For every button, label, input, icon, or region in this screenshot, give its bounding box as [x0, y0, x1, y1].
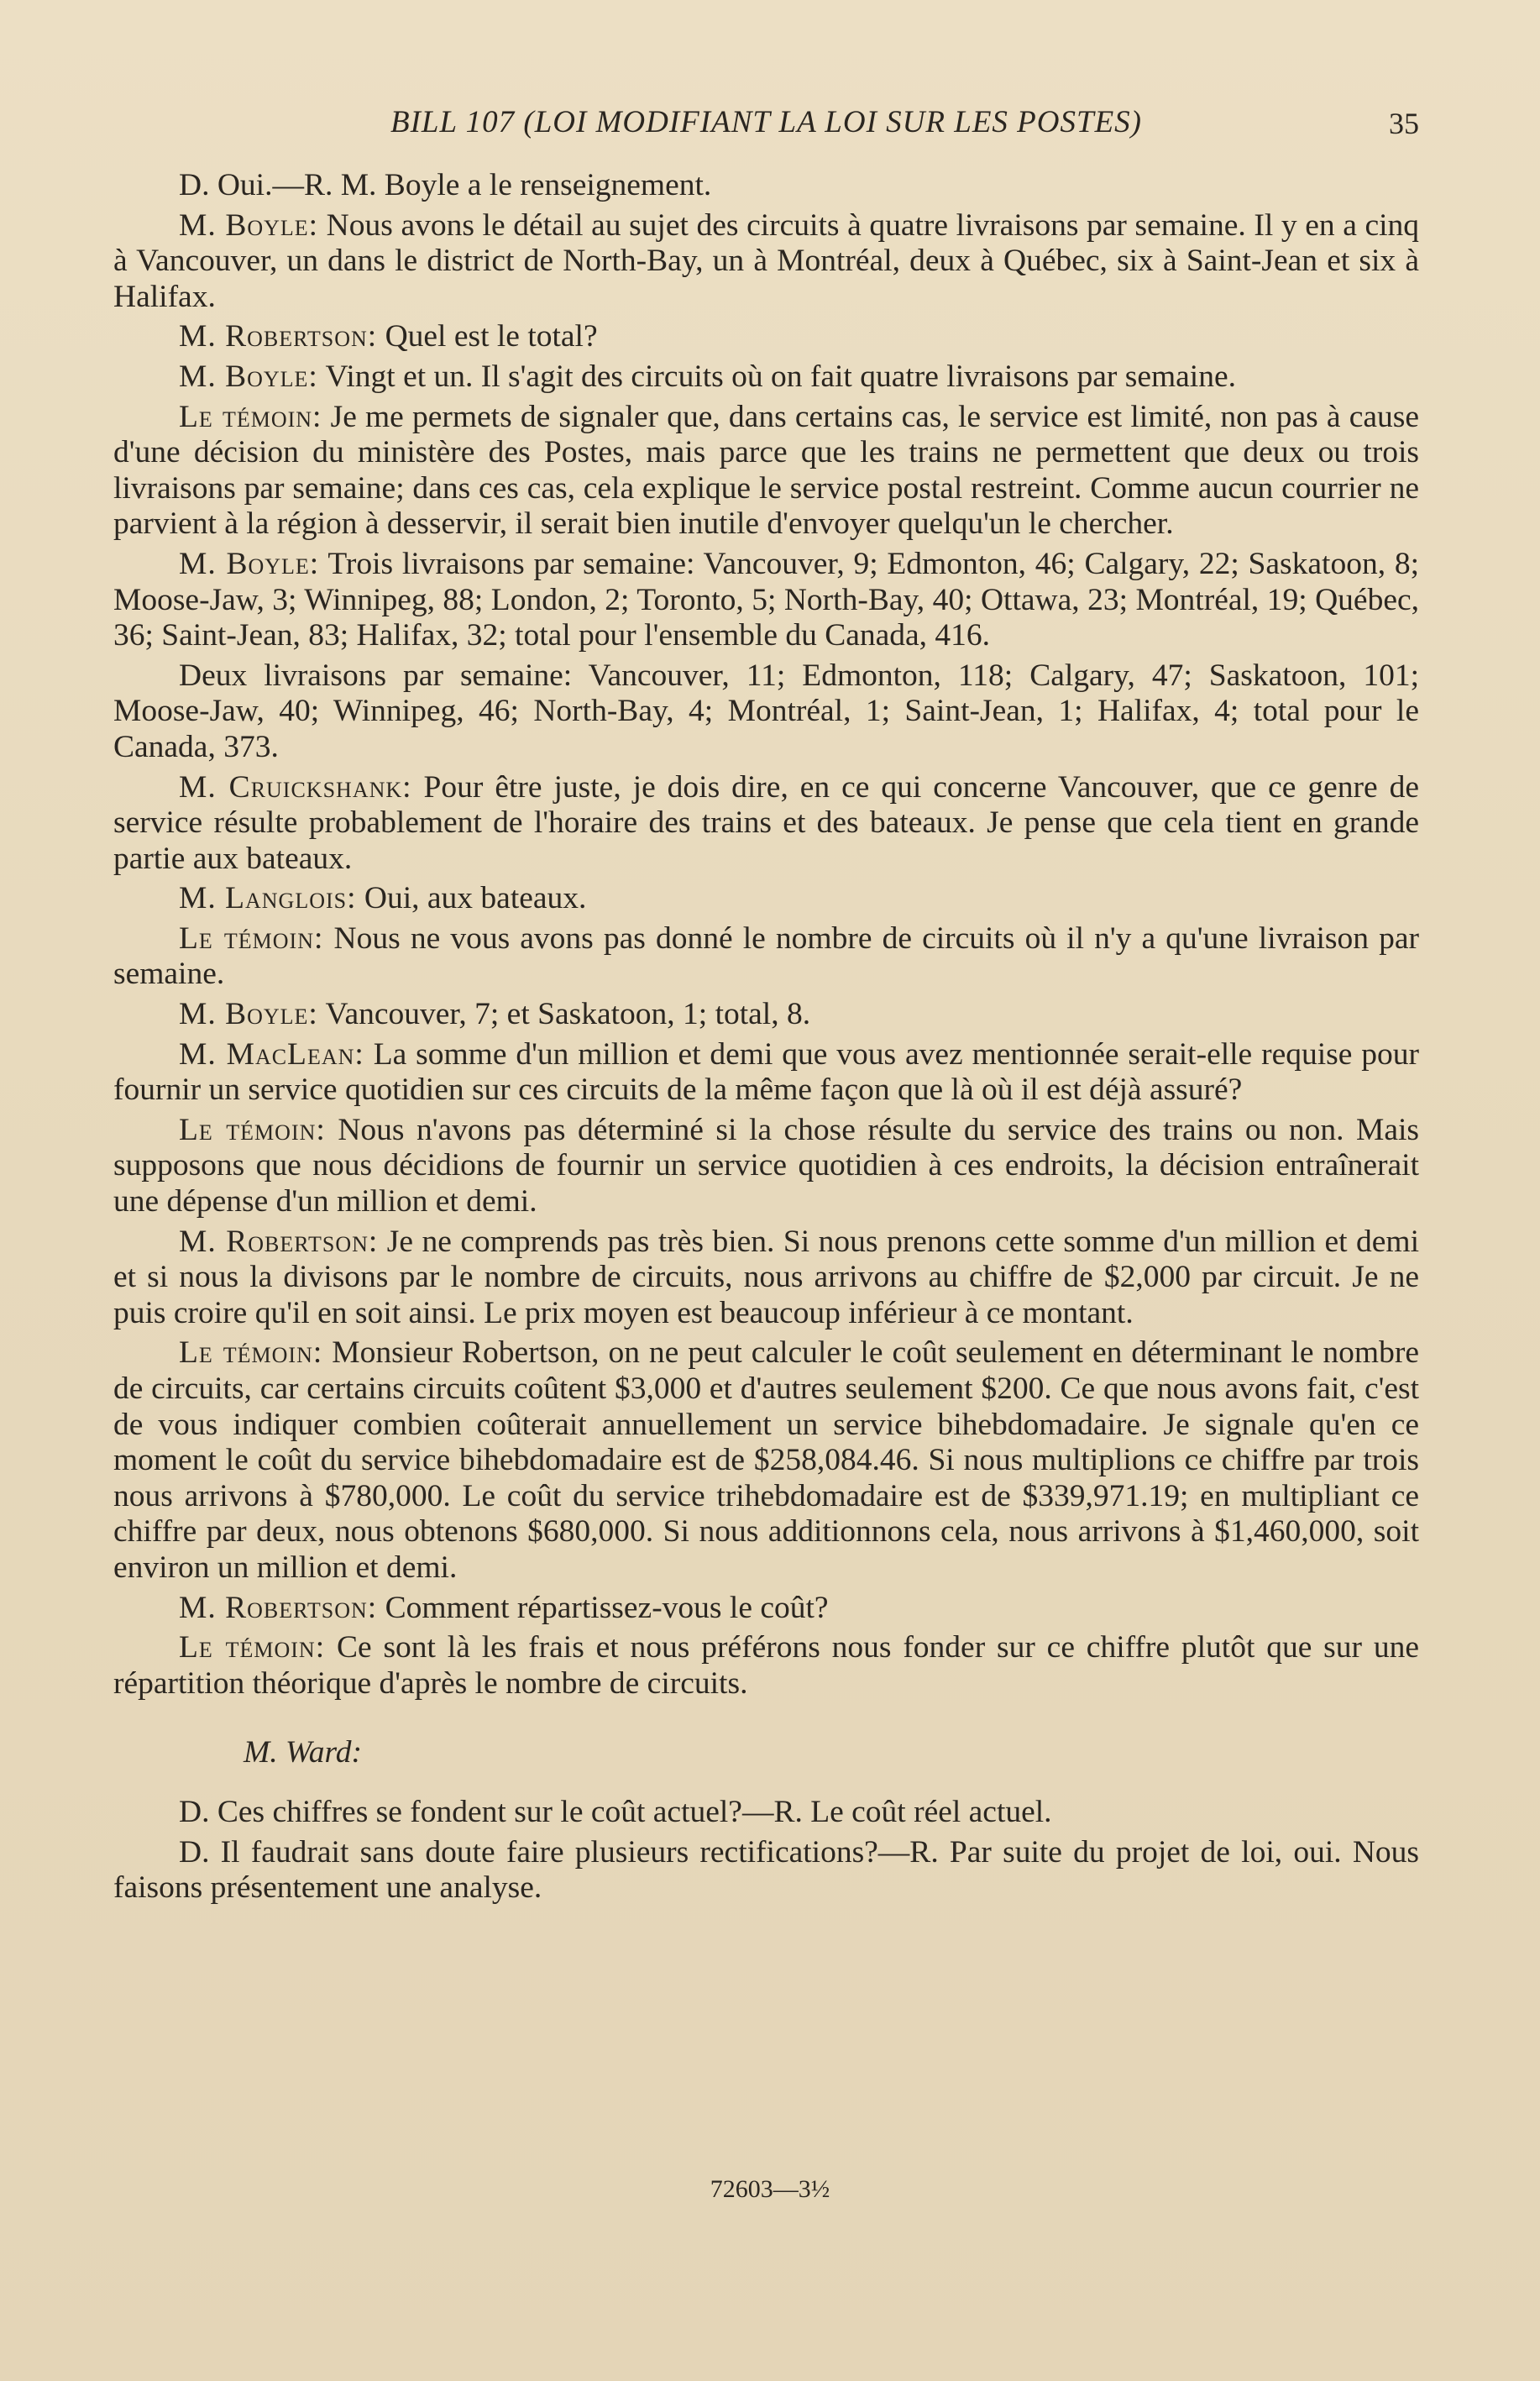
paragraph-text: Pour être juste, je dois dire, en ce qui concerne Vancouver, que ce genre de service résulte probablement de l'horaire des trains et des bateaux. Je pense que cela tient en grande partie aux bateaux. — [113, 769, 1419, 876]
paragraph — [113, 1591, 1419, 1627]
paragraph — [113, 547, 1419, 654]
paragraph-text: Je ne comprends pas très bien. Si nous prenons cette somme d'un million et demi et si nous la divisons par le nombre de circuits, nous arrivons au chiffre de $2,000 par circuit. Je ne puis croire qu'il en soit ainsi. Le prix moyen est beaucoup inférieur à ce montant. — [113, 1224, 1420, 1330]
running-title: BILL 107 (LOI MODIFIANT LA LOI SUR LES POSTES) — [390, 105, 1142, 139]
speaker: M. Boyle: — [179, 997, 318, 1032]
paragraph-text: La somme d'un million et demi que vous avez mentionnée serait-elle requise pour fournir un service quotidien sur ces circuits de la même façon que là où il est déjà assuré? — [113, 1036, 1419, 1108]
paragraph-text: Trois livraisons par semaine: Vancouver, 9; Edmonton, 46; Calgary, 22; Saskatoon, 8; Moose-Jaw, 3; Winnipeg, 88; London, 2; Toronto, 5; North-Bay, 40; Ottawa, 23; Montréal, 19; Québec, 36; Saint-Jean, 83; Halifax, 32; total pour l'ensemble du Canada, 416. — [113, 546, 1419, 653]
page-header — [113, 99, 1419, 149]
section-heading: M. Ward: — [244, 1735, 362, 1770]
paragraph-text: Vingt et un. Il s'agit des circuits où on fait quatre livraisons par semaine. — [317, 359, 1236, 394]
speaker: M. Robertson: — [179, 1590, 378, 1625]
speaker: Le témoin: — [179, 1112, 326, 1147]
paragraph-text: Deux livraisons par semaine: Vancouver, 11; Edmonton, 118; Calgary, 47; Saskatoon, 101; Moose-Jaw, 40; Winnipeg, 46; North-Bay, 4; Montréal, 1; Saint-Jean, 1; Halifax, 4; total pour le Canada, 373. — [113, 658, 1419, 764]
paragraph — [113, 1835, 1419, 1906]
speaker: M. Robertson: — [179, 319, 378, 354]
printer-signature: 72603—3½ — [710, 2175, 830, 2203]
speaker: M. Robertson: — [179, 1224, 379, 1259]
paragraph-text: Je me permets de signaler que, dans certains cas, le service est limité, non pas à cause d'une décision du ministère des Postes, mais parce que les trains ne permettent que deux ou trois livraisons par semaine; dans ces cas, cela explique le service postal restreint. Comme aucun courrier ne parvient à la région à desservir, il serait bien inutile d'envoyer quelqu'un le chercher. — [113, 399, 1419, 542]
speaker: M. Langlois: — [179, 881, 357, 916]
paragraph-text: Nous avons le détail au sujet des circuits à quatre livraisons par semaine. Il y en a cinq à Vancouver, un dans le district de North-Bay, un à Montréal, deux à Québec, six à Saint-Jean et six à Halifax. — [113, 207, 1420, 314]
speaker: Le témoin: — [179, 1335, 323, 1371]
speaker: M. Cruickshank: — [179, 769, 412, 805]
paragraph-text: Monsieur Robertson, on ne peut calculer le coût seulement en déterminant le nombre de circuits, car certains circuits coûtent $3,000 et d'autres seulement $200. Ce que nous avons fait, c'est de vous indiquer combien coûterait annuellement un service bihebdomadaire. Je signale qu'en ce moment le coût du service bihebdomadaire est de $258,084.46. Si nous multiplions ce chiffre par trois nous arrivons à $780,000. Le coût du service trihebdomadaire est de $339,971.19; en multipliant ce chiffre par deux, nous obtenons $680,000. Si nous additionnons cela, nous arrivons à $1,460,000, soit environ un million et demi. — [113, 1335, 1419, 1585]
body-text — [113, 168, 1419, 1911]
paragraph — [113, 168, 1419, 204]
speaker: M. MacLean: — [179, 1036, 364, 1072]
paragraph — [113, 400, 1419, 543]
paragraph-text: Vancouver, 7; et Saskatoon, 1; total, 8. — [317, 997, 811, 1032]
paragraph-text: Comment répartissez-vous le coût? — [377, 1590, 829, 1625]
paragraph — [113, 997, 1419, 1033]
paragraph — [113, 1335, 1419, 1586]
paragraph — [113, 881, 1419, 917]
speaker: M. Boyle: — [179, 359, 318, 394]
paragraph — [113, 1630, 1419, 1702]
paragraph-text: D. Il faudrait sans doute faire plusieurs rectifications?—R. Par suite du projet de loi, oui. Nous faisons présentement une analyse. — [113, 1834, 1419, 1906]
paragraph-text: Nous ne vous avons pas donné le nombre de circuits où il n'y a qu'une livraison par semaine. — [113, 920, 1419, 992]
paragraph — [113, 208, 1419, 316]
paragraph-text: Oui, aux bateaux. — [356, 881, 587, 916]
speaker: Le témoin: — [179, 1630, 326, 1665]
paragraph-text: Quel est le total? — [377, 319, 598, 354]
paragraph-text: Ce sont là les frais et nous préférons nous fonder sur ce chiffre plutôt que sur une répartition théorique d'après le nombre de circuits. — [113, 1630, 1419, 1701]
speaker: M. Boyle: — [179, 207, 319, 243]
paragraph — [113, 319, 1419, 355]
paragraph-text: D. Oui.—R. M. Boyle a le renseignement. — [179, 168, 712, 202]
paragraph — [113, 1113, 1419, 1220]
paragraph — [113, 1795, 1419, 1831]
paragraph — [113, 1225, 1419, 1332]
paragraph — [113, 921, 1419, 993]
page-number: 35 — [1389, 107, 1419, 140]
paragraph — [113, 1037, 1419, 1109]
paragraph-text: Nous n'avons pas déterminé si la chose résulte du service des trains ou non. Mais supposons que nous décidions de fournir un service quotidien à ces endroits, la décision entraînerait une dépense d'un million et demi. — [113, 1112, 1419, 1219]
paragraph — [113, 770, 1419, 878]
paragraph — [113, 359, 1419, 396]
paragraph-text: D. Ces chiffres se fondent sur le coût actuel?—R. Le coût réel actuel. — [179, 1794, 1052, 1829]
speaker: M. Boyle: — [179, 546, 320, 581]
speaker: Le témoin: — [179, 399, 322, 434]
paragraph — [113, 658, 1419, 766]
speaker: Le témoin: — [179, 920, 324, 956]
